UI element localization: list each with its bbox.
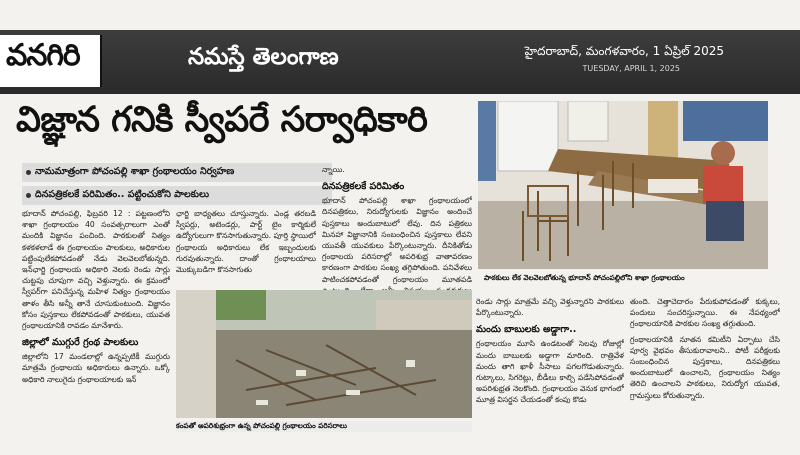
article-subheads — [22, 163, 332, 209]
masthead-banner — [0, 30, 800, 94]
col1-paragraph-2: జిల్లాలోని 17 మండలాల్లో ఉన్నప్పటికీ ముగ్గురు మాత్రమే గ్రంథాలయ అధికారులు ఉన్నారు. ఒక్కో అధికారి నాలుగైదు గ్రంథాలయాలకు ఇన్ — [22, 352, 170, 384]
article-column-3-bottom — [476, 296, 624, 436]
col3-bottom-paragraph: రెండు సార్లు మాత్రమే వచ్చి వెళ్తున్నారని పాఠకులు పేర్కొంటున్నారు. — [476, 297, 624, 318]
col1-section-heading: జిల్లాలో ముగ్గురే గ్రంథ పాలకులు — [22, 337, 139, 349]
subhead-1 — [22, 163, 332, 182]
bottom-photo-caption: కంపతో అపరిశుభ్రంగా ఉన్న పోచంపల్లి గ్రంథాలయం పరిసరాలు — [176, 421, 472, 432]
bullet-icon — [26, 170, 31, 175]
col3-section-heading-2: మందు బాబులకు అడ్డాగా.. — [476, 324, 577, 336]
debris-photo — [176, 290, 472, 418]
article-column-4 — [630, 296, 780, 436]
col4-paragraph-2: గ్రంథాలయానికి నూతన కమిటీని ఏర్పాటు చేసి పూర్వ వైభవం తీసుకురావాలని.. పోటీ పరీక్షలకు సంబంధించిన పుస్తకాలు, దినపత్రికలు అందుబాటులో ఉంచాలని, గ్రంథాలయం నిత్యం తెరిచి ఉంచాలని పాఠకులు, నిరుద్యోగ యువత, గ్రామస్తులు కోరుతున్నారు. — [630, 334, 780, 400]
date-english: TUESDAY, APRIL 1, 2025 — [582, 64, 680, 73]
library-interior-photo — [478, 101, 768, 269]
article-column-2 — [176, 208, 316, 288]
subhead-1-text: నామమాత్రంగా పోచంపల్లి శాఖా గ్రంథాలయం నిర్వహణ — [35, 166, 235, 177]
col3-paragraph-2: గ్రంథాలయం మూసి ఉండటంతో సెలవు రోజుల్లో మందు బాబులకు అడ్డాగా మారింది. రాత్రివేళ మందు తాగి ఖాళీ సీసాలు పగలగొడుతున్నారు. గుట్కాలు, సిగరెట్లు, బీడీలు కాల్చి పడేసిపోవడంతో అపరిశుభ్రత నెలకొంది. గ్రంథాలయం వెనుక భాగంలో మూత్ర విసర్జన చేయడంతో కంపు కొడు — [476, 339, 624, 405]
debris-illustration — [176, 290, 472, 418]
subhead-2-text: దినపత్రికలకే పరిమితం.. పట్టించుకోని పాలకులు — [35, 189, 209, 200]
col3-paragraph-1: భూదాన్ పోచంపల్లి శాఖా గ్రంథాలయంలో దినపత్రికలు, నిరుద్యోగులకు విజ్ఞానం అందించే పుస్తకాలు అందుబాటులో లేవు. దిన పత్రికలు మినహా విజ్ఞానానికి సంబంధించిన పుస్తకాలు లేవని యువతీ యువకులు పేర్కొంటున్నారు. దీనికితోడు గ్రంథాలయ పరిసరాల్లో అపరిశుభ్ర వాతావరణం కారణంగా పాఠకుల సంఖ్య తగ్గిపోతుంది. పనివేళలు పాటించకపోవడంతో గ్రంథాలయం మూతపడి — [322, 196, 472, 284]
district-name: వనగిరి — [6, 38, 80, 73]
newspaper-name: నమస్తే తెలంగాణ — [188, 44, 339, 70]
col3-section-heading: దినపత్రికలకే పరిమితం — [322, 181, 405, 193]
col3-continuation: న్నాయి. — [322, 165, 345, 174]
bullet-icon — [26, 193, 31, 198]
article-column-1 — [22, 208, 170, 433]
col1-paragraph-1: భూదాన్ పోచంపల్లి, ఫిబ్రవరి 12 : పట్టణంలోని శాఖా గ్రంథాలయం 40 సంవత్సరాలుగా ఎంతో మందికి విజ్ఞానం పంచింది. పాఠకులతో నిత్యం కళకళలాడే ఈ గ్రంథాలయం పాలకులు, అధికారుల పట్టింపులేకపోవడంతో నేడు వెలవెలబోతున్నది. ఇన్‌ఛార్జి గ్రంథాలయ అధికారి నెలకు రెండు సార్లు చుట్టపు చూపుగా వచ్చి వెళ్తున్నారు. ఈ క్రమంలో స్వీపర్‌గా పనిచేస్తున్న మహిళ నిత్యం గ్రంథాలయం తాళం తీసి అన్నీ తానే చూసుకుంటుంది. విజ్ఞానం కోసం పుస్తకాలు లేకపోవడంతో పాఠకులు, యువత గ్రంథాలయానికి రావడం మానేశారు. — [22, 209, 170, 331]
article-headline: విజ్ఞాన గనికి స్వీపరే సర్వాధికారి — [16, 100, 428, 140]
top-photo-caption: పాఠకులు లేక వెలవెలబోతున్న భూదాన్ పోచంపల్లిలోని శాఖా గ్రంథాలయం — [484, 273, 685, 282]
subhead-2 — [22, 186, 332, 205]
district-label-box — [0, 35, 102, 87]
date-telugu: హైదరాబాద్, మంగళవారం, 1 ఏప్రిల్ 2025 — [524, 44, 724, 58]
col4-paragraph-1: తుంది. చెత్తాచెదారం పేరుకుపోవడంతో కుక్కలు, పందులు సంచరిస్తున్నాయి. ఈ నేపథ్యంలో గ్రంథాలయానికి పాఠకుల సంఖ్య తగ్గుతుంది. — [630, 297, 780, 329]
col2-paragraph: ఛార్జి బాధ్యతలు చూస్తున్నారు. ఎండ్ల తరబడి స్వీపర్లు, అటెండర్లు, పార్ట్ టైం కార్మికులే ఉద్యోగులుగా కొనసాగుతున్నారు. పూర్తి స్థాయిలో గ్రంథాలయ అధికారులు లేక ఇబ్బందులకు గురవుతున్నారు. దాంతో గ్రంథాలయాలు మొక్కుబడిగా కొనసాగుతు — [176, 209, 316, 275]
library-interior-illustration — [478, 101, 768, 269]
